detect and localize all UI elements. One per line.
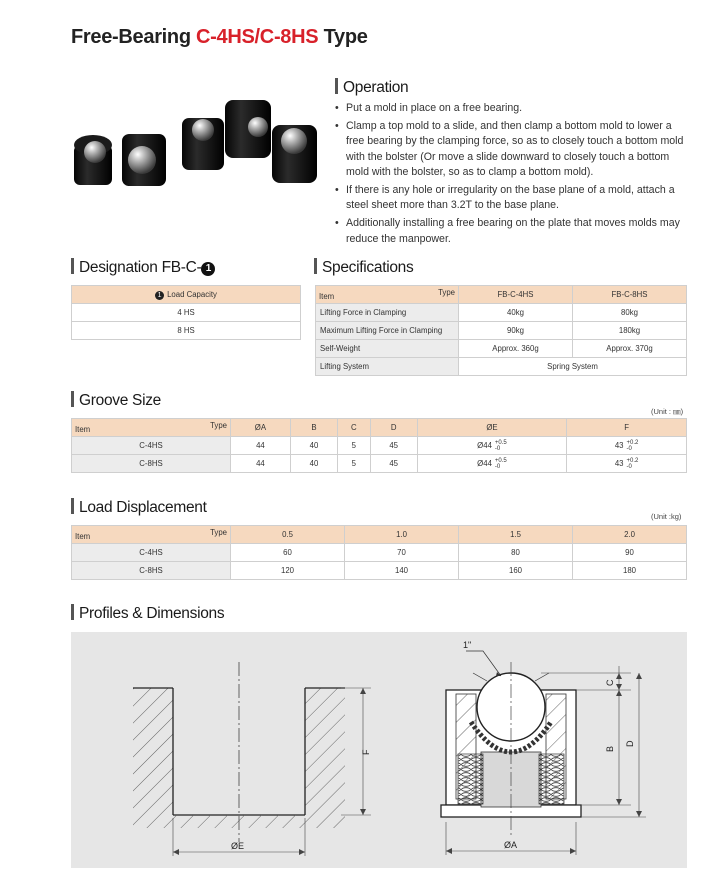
- circled-one-icon: 1: [155, 291, 164, 300]
- groove-section-view: [133, 662, 371, 856]
- spec-value: 40kg: [459, 304, 573, 322]
- load-unit: (Unit :kg): [651, 512, 682, 521]
- groove-unit: (Unit : ㎜): [651, 407, 684, 416]
- operation-bullet: • Additionally installing a free bearing on the plate that moves molds may reduce the manpower.: [335, 216, 691, 246]
- load-heading: Load Displacement: [71, 498, 207, 517]
- specifications-heading: Specifications: [314, 258, 413, 277]
- label-e: ØE: [231, 841, 245, 851]
- operation-bullet: • If there is any hole or irregularity on the base plane of a mold, attach a steel sheet more than 3.2T to the base plane.: [335, 183, 691, 213]
- dimension-drawing: [71, 632, 687, 868]
- label-f: F: [361, 749, 371, 755]
- label-d: D: [625, 740, 635, 747]
- spec-value: Spring System: [459, 358, 687, 376]
- label-a: ØA: [504, 840, 518, 850]
- bearing-section-view: [441, 651, 646, 855]
- profiles-heading: Profiles & Dimensions: [71, 604, 224, 623]
- groove-col-header: ØE: [417, 419, 566, 437]
- spec-value: 180kg: [573, 322, 687, 340]
- load-row-name: C-4HS: [72, 544, 231, 562]
- groove-heading: Groove Size: [71, 391, 161, 410]
- spec-row-label: Self-Weight: [316, 340, 459, 358]
- designation-heading: Designation FB-C- 1: [71, 258, 215, 277]
- spec-value: Approx. 370g: [573, 340, 687, 358]
- groove-row-name: C-4HS: [72, 437, 231, 455]
- spec-row-label: Lifting Force in Clamping: [316, 304, 459, 322]
- label-ball: 1": [463, 640, 472, 650]
- load-row-name: C-8HS: [72, 562, 231, 580]
- designation-row: 8 HS: [72, 322, 301, 340]
- label-c: C: [605, 679, 615, 686]
- groove-table: Item Type ØA B C D ØE F C-4HS 44 40 5 45 Ø44 +0.5 -0 43 +0.2 -0 C-8HS 44 40 5 45 Ø44 +0.5 -0 43 +0.2 -0: [71, 418, 687, 473]
- groove-col-header: D: [370, 419, 417, 437]
- operation-list: [335, 101, 691, 250]
- load-col-header: 2.0: [573, 526, 687, 544]
- operation-bullet: • Clamp a top mold to a slide, and then clamp a bottom mold to lower a free bearing by the clamping force, so as to closely touch a bottom mold with the bolster (Or move a slide downward to closely touch a bottom mold with the bolster, so as to clamp a bottom mold).: [335, 119, 691, 180]
- groove-col-header: B: [290, 419, 337, 437]
- load-col-header: 0.5: [231, 526, 345, 544]
- specifications-table: [315, 285, 687, 376]
- spec-row-label: Maximum Lifting Force in Clamping: [316, 322, 459, 340]
- spec-value: 90kg: [459, 322, 573, 340]
- designation-table: [71, 285, 301, 340]
- load-col-header: 1.5: [459, 526, 573, 544]
- drawing-svg: [71, 632, 687, 868]
- operation-bullet: • Put a mold in place on a free bearing.: [335, 101, 691, 116]
- label-b: B: [605, 745, 615, 752]
- spec-row-label: Lifting System: [316, 358, 459, 376]
- load-col-header: 1.0: [345, 526, 459, 544]
- spec-model-header: FB-C-4HS: [459, 286, 573, 304]
- title-model: C-4HS/C-8HS: [196, 26, 319, 48]
- designation-header: 1 Load Capacity: [72, 286, 301, 304]
- groove-row-name: C-8HS: [72, 455, 231, 473]
- operation-heading: Operation: [335, 78, 408, 97]
- groove-col-header: F: [567, 419, 687, 437]
- circled-one-icon: 1: [201, 262, 215, 276]
- designation-row: 4 HS: [72, 304, 301, 322]
- load-corner-cell: Item Type: [72, 526, 231, 544]
- product-photo: [72, 90, 330, 202]
- spec-model-header: FB-C-8HS: [573, 286, 687, 304]
- groove-corner-cell: Item Type: [72, 419, 231, 437]
- load-table: Item Type 0.5 1.0 1.5 2.0 C-4HS 60 70 80 90 C-8HS 120 140 160 180: [71, 525, 687, 580]
- page-title: Free-Bearing C-4HS/C-8HS Type: [71, 26, 368, 48]
- groove-col-header: ØA: [231, 419, 291, 437]
- spec-corner-cell: Item Type: [316, 286, 459, 304]
- spec-value: Approx. 360g: [459, 340, 573, 358]
- groove-col-header: C: [338, 419, 370, 437]
- spec-value: 80kg: [573, 304, 687, 322]
